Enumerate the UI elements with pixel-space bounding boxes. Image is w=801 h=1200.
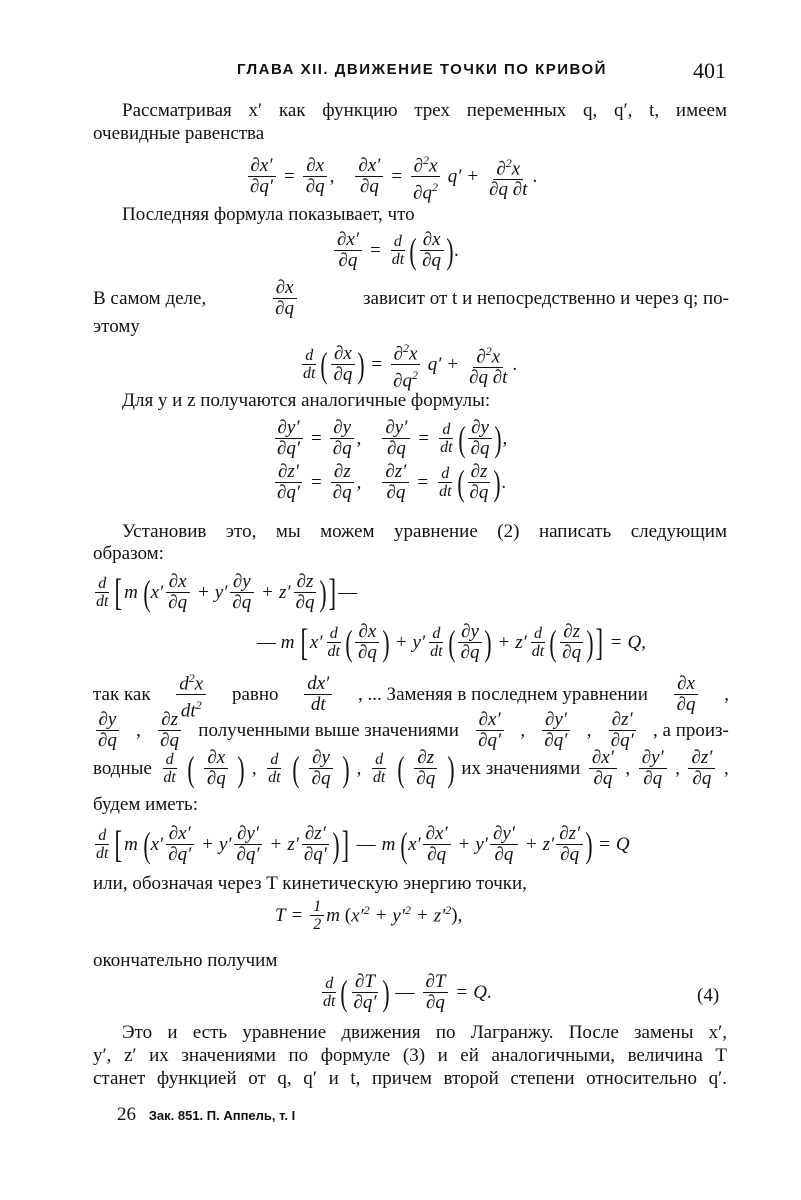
paragraph-line: так как $\frac{d^2x}{dt^2}$ равно $\frac{dx'}{dt}$ , ... Заменяя в последнем уравнении $\frac{\partial x}{\partial q}$ ,: [93, 668, 729, 722]
paragraph-fragment: , ... Заменяя в последнем уравнении: [358, 683, 648, 705]
paragraph-line: В самом деле, $\frac{\partial x}{\partial q}$ зависит от t и непосредственно и через q; по-: [93, 277, 729, 319]
paragraph-line: будем иметь:: [93, 794, 198, 815]
equation-derivative-expansion: $\frac{d}{dt}$ ( $\frac{\partial x}{\partial q}$ ) = $\frac{\partial^2x}{\partial q^2}$ q′ + $\frac{\partial^2x}{\partial q \partial t}$ .: [298, 338, 517, 392]
paragraph-fragment: В самом деле,: [93, 287, 207, 309]
equation-lagrange-final: $\frac{d}{dt}$ ( $\frac{\partial T}{\partial q'}$ ) — $\frac{\partial T}{\partial q}$ = Q .: [323, 971, 492, 1013]
equation-time-derivative: $\frac{\partial x'}{\partial q}$ = $\frac{d}{dt}$ ( $\frac{\partial x}{\partial q}$ ) .: [332, 230, 459, 271]
signature-mark: 26: [117, 1104, 136, 1125]
paragraph-line: станет функцией от q, q′ и t, причем второй степени относительно q′.: [93, 1068, 727, 1089]
paragraph-line: или, обозначая через T кинетическую энергию точки,: [93, 873, 527, 894]
footer-imprint: [117, 1104, 295, 1126]
equation-number: (4): [697, 985, 720, 1006]
equation-partial-derivatives: $\frac{\partial x'}{\partial q'}$ = $\frac{\partial x}{\partial q}$ , $\frac{\partial x'}{\partial q}$ = $\frac{\partial^2x}{\partial q^2}$ q′ + $\frac{\partial^2x}{\partial q \partial t}$ .: [245, 150, 537, 204]
imprint-text: Зак. 851. П. Аппель, т. I: [148, 1108, 296, 1123]
equation-lagrange-substituted: $\frac{d}{dt}$ [ m ( x′ $\frac{\partial x'}{\partial q'}$ + y′ $\frac{\partial y'}{\partial q'}$ + z′ $\frac{\partial z'}{\partial q'}$ ) ] — m ( x′ $\frac{\partial x'}{\partial q}$ + y′ $\frac{\partial y'}{\partial q}$ + z′ $\frac{\partial z'}{\partial q}$ ) = Q: [96, 823, 630, 866]
paragraph-fragment: так как: [93, 683, 151, 705]
paragraph-line: y′, z′ их значениями по формуле (3) и ей аналогичными, величина T: [93, 1045, 727, 1066]
running-title: ГЛАВА XII. ДВИЖЕНИЕ ТОЧКИ ПО КРИВОЙ: [237, 61, 607, 78]
paragraph-line: этому: [93, 316, 140, 337]
paragraph-line: водные $\frac{d}{dt}$ ( $\frac{\partial x}{\partial q}$ ) , $\frac{d}{dt}$ ( $\frac{\partial y}{\partial q}$ ) , $\frac{d}{dt}$ ( $\frac{\partial z}{\partial q}$ ) их значениями $\frac{\partial x'}{\partial q}$ , $\frac{\partial y'}{\partial q}$ , $\frac{\partial z'}{\partial q}$ ,: [93, 747, 729, 789]
paragraph-fragment: зависит от t и непосредственно и через q; по-: [363, 287, 729, 309]
equation-kinetic-energy: T = $\frac{1}{2}$ m ( $x'^2$ + $y'^2$ + $z'^2$ ),: [275, 898, 463, 933]
paragraph-fragment: равно: [231, 683, 279, 705]
paragraph-line: Рассматривая x′ как функцию трех переменных q, q′, t, имеем: [122, 100, 727, 121]
equation-y-formulas: $\frac{\partial y'}{\partial q'}$ = $\frac{\partial y}{\partial q}$ , $\frac{\partial y'}{\partial q}$ = $\frac{d}{dt}$ ( $\frac{\partial y}{\partial q}$ ) ,: [272, 418, 507, 459]
paragraph-line: образом:: [93, 543, 164, 564]
equation-lagrange-step1: $\frac{d}{dt}$ [ m ( x′ $\frac{\partial x}{\partial q}$ + y′ $\frac{\partial y}{\partial q}$ + z′ $\frac{\partial z}{\partial q}$ ) ] —: [96, 571, 358, 614]
paragraph-line: Для y и z получаются аналогичные формулы:: [122, 390, 491, 411]
paragraph-line: очевидные равенства: [93, 123, 265, 144]
paragraph-fragment: водные: [93, 757, 152, 779]
paragraph-fragment: , а произ-: [653, 719, 729, 741]
paragraph-line: Это и есть уравнение движения по Лагранжу. После замены x′,: [122, 1022, 727, 1043]
paragraph-fragment: полученными выше значениями: [198, 719, 459, 741]
paragraph-line: Последняя формула показывает, что: [122, 204, 415, 225]
paragraph-line: окончательно получим: [93, 950, 278, 971]
paragraph-line: Установив это, мы можем уравнение (2) написать следующим: [122, 521, 727, 542]
equation-lagrange-step2: — m [ x′ $\frac{d}{dt}$ ( $\frac{\partial x}{\partial q}$ ) + y′ $\frac{d}{dt}$ ( $\frac{\partial y}{\partial q}$ ) + z′ $\frac{d}{dt}$ ( $\frac{\partial z}{\partial q}$ ) ] = Q ,: [257, 621, 646, 664]
paragraph-fragment: их значениями: [461, 757, 581, 779]
paragraph-line: $\frac{\partial y}{\partial q}$ , $\frac{\partial z}{\partial q}$ полученными выше значениями $\frac{\partial x'}{\partial q'}$ , $\frac{\partial y'}{\partial q'}$ , $\frac{\partial z'}{\partial q'}$ , а произ-: [93, 710, 729, 751]
page-number: 401: [693, 58, 726, 83]
equation-z-formulas: $\frac{\partial z'}{\partial q'}$ = $\frac{\partial z}{\partial q}$ , $\frac{\partial z'}{\partial q}$ = $\frac{d}{dt}$ ( $\frac{\partial z}{\partial q}$ ) .: [277, 461, 507, 503]
